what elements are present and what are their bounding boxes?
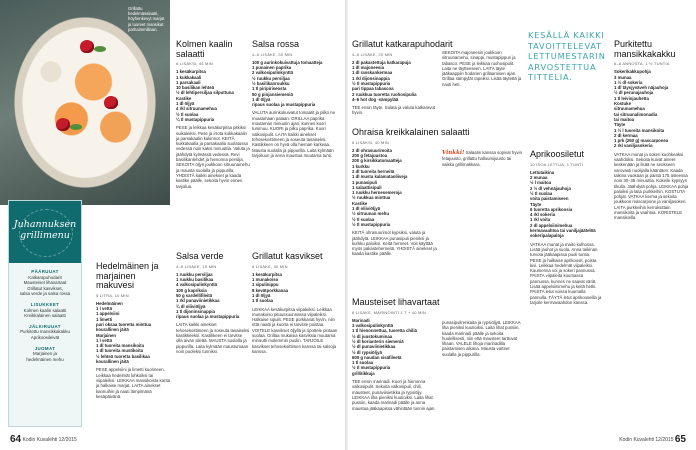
ingredient: 100 g aurinkokuivattuja tomaatteja [252,59,323,65]
ingredient-heading: Marinadi [352,317,370,323]
ingredient: 600 g naudan sisäfileetä [352,354,402,360]
ingredient-list [252,272,340,304]
ingredient: kourallinen jäitä [96,327,129,333]
page-folio-left [10,434,77,445]
recipe-title: Salsa verde [176,251,224,261]
ingredient: 1 rkl dijonsinappia [352,75,390,81]
ingredient: voita paistamiseen [530,196,569,202]
vinkki-label: Vinkki! [442,150,465,156]
ingredient: 1 dl tuoreita mustikoita [96,348,144,354]
ingredient: ½ tl mustapippuria [352,80,391,86]
ingredient: 4–6 hot dog -sämpylää [352,96,399,102]
ingredient: 2 dl tuoreita herneitä [352,168,395,174]
recipe-servings: 6 LISÄKE, 30 MIN [252,263,288,269]
ingredient-list [352,148,438,227]
ingredient: Täyte [614,122,626,128]
left-page [0,0,346,450]
ingredient: 1 ½ l tuoreita mansikoita [614,127,665,133]
ingredient: 2 ruukkua tuoretta ruohosipulia [352,91,417,97]
recipe-method: SEKOITA majoneesin joukkoon sitruunamehu, sinappi, mustapippuri ja tabasco. PESE ja leikkaa ruohosipulit. Laita ne täytteeseen. LAITA täyte jääkaappiin hodarien grillaamisen ajan. Grillaa sämpylät rapeiksi. Lisää täytettä ja nauti heti. [442,50,522,87]
ingredient: 1 dl öljyä [176,101,195,107]
ingredient: 1 tl dijoninsinappia [176,308,215,314]
ingredient: 4 rkl sokeria [530,212,556,218]
recipe-katkarapuhodarit [352,39,453,116]
recipe-method: VALUTA aurinkokuivatut tomaatit ja pilko ne muutamaan palaan. GRILLAA paprika muutaman minuutin ajan, kunnes kuori tummuu. KUORI ja pilko paprika. Kuori valkosipulit. LAITA kaikki ainekset tehosekoittimeen ja soseuta tasaiseksi. Kastikkeen on hyvä olla hieman karkeaa. Mausta suolalla ja pippurilla. Laita kylmään tarjoiluun ja anna maustua muutama tunti. [252,110,335,158]
recipe-method: VATKAA munat ja sokeri kuohkeaksi vaahdoksi. Sekoita kuivat aineet keskenään ja lisää ne seokseen varovasti nuolijalla kääntäen. Kaada taikina vuokaan ja paista 175 asteessa noin 30–35 minuuttia. Kokeile kypsyys tikulla. Jäähdytä pohja. LEIKKAA pohja paloiksi ja laita purkkeihin. KOSTUTA pohjat. VATKAA kerma ja sekoita joukkoon mascarpone ja vaniljasokeri. LAITA purkkeihin kerroksittain mansikoita ja vaahtoa. KORISTELE mansikoilla. [614,151,689,221]
ingredient: ½ tl mustapippuria [352,365,391,371]
ingredient-list [614,69,692,148]
ingredient: 1 ruukku persiljaa [176,271,213,277]
ingredient: ½ dl punaviinietikkaa [352,344,396,350]
ingredient: 1 ruukku basilikaa [176,277,214,283]
recipe-title: Hedelmäinen ja marjainen makuvesi [96,261,159,290]
folio-label: Kodin Kuvalehti 12/2015 [22,437,77,443]
ingredient: Lettutaikina [530,169,555,175]
page-number: 64 [10,434,22,445]
ingredient: tai maitoa [614,116,635,122]
ingredient: 1 rkl voita [530,217,551,223]
menu-heading: LISUKKEET [30,301,60,307]
ingredient-list [176,272,250,320]
recipe-servings: 4–6 LISÄKE, 30 MIN [252,51,293,57]
recipe-title: Salsa rossa [252,39,300,49]
ingredient: 2 dl pakastettuja katkarapuja [352,59,411,65]
ingredient: Kostuke [614,101,631,107]
ingredient: ripaus suolaa ja mustapippuria [252,102,316,108]
recipe-method: PESE ja leikkaa kesäkurpitsa pitkiksi suikaleiksi. Pese ja irrota kukkakaalin ja parsakaalin kukinnot. KEITÄ kukkakaalia ja parsakaalia suolatussa vedessä noin kaksi minuuttia. Valuta ja jäähdytä kylmässä vedessä. Revi basilikanlehdet ja hienonna persilja. SEKOITA öljyn joukkoon sitruunamehu ja mausta suolalla ja pippurilla. YHDISTÄ kaikki ainekset ja kaada kastike päälle, sekoita hyvin ennen tarjoilua. [176,125,250,189]
ingredient: 2 dl appelsiinimehua [530,222,573,228]
folio-label: Kodin Kuvalehti 12/2015 [619,437,674,443]
ingredient: 1 kukkakaali [176,74,202,80]
ingredient: 1 prk (250 g) mascarponea [614,138,669,144]
recipe-servings: 6 LISÄKSI, 40 MIN [352,139,389,145]
menu-heading: JUOMAT [34,345,56,351]
ingredient: 2 rkl vaniljasokeria [614,143,653,149]
ingredient: 6 tuoretta aprikoosia [530,206,573,212]
ingredient-list [530,170,602,239]
ingredient: ½ ruukkua minttua [352,195,391,201]
ingredient: 1 l vettä [96,337,113,343]
ingredient: 2 dl kermaa [614,132,638,138]
recipe-method: VATKAA munat ja maito kulhossa. Lisää jauhot ja suola. Anna taikinan turvota jääkaapissa puoli tuntia. PESE ja halkaise aprikoosit, poista kivi. Leikkaa hedelmät viipaleiksi. Kuumenna voi ja sokeri pannussa. PAISTA viipaleita kuumassa pannussa, kunnes ne saavat väriä. Lisää appelsiinimehu ja keitä hetki. PAISTA letut voissa kuumalla pannulla. TÄYTÄ letut aprikooseilla ja tarjoile kermavaahdon kanssa. [530,241,602,305]
recipe-servings: 6 LISÄKSI, 45 MIN [176,61,213,66]
ingredient: 1 tl leivinjauhetta [614,95,649,101]
ingredient: 1 sipulinippu [252,282,279,288]
recipe-kolmen-kaalin [176,40,250,189]
ingredient: 100 g kapriksia [176,287,207,293]
ingredient: 1 tl piripiriseosta [252,86,287,92]
ingredient: ½ tl suolaa [352,216,375,222]
ingredient: 1 rkl punaviinietikkaa [176,298,220,304]
ingredient: 1 kesäkurpitsa [252,271,282,277]
recipe-method: punasipulirenkaita ja rypsiöljyä. LEIKKAA liha pieniksi kuutioiksi. Laita lihat pussiin, kaada marinadi päälle ja sekoita huolellisesti, niin että mausteet tarttuvat lihaan. VALELE lihoja marinadilla paistamisen aikana. Mausta varteet suolalla ja pippurilla. [442,320,521,357]
sticker-title-line: grillimenu [20,230,70,241]
ingredient: 1 limetti [96,316,113,322]
ingredient: ½ tl suolaa [530,190,553,196]
recipe-title: Purkitettu mansikkakakku [614,39,676,59]
ingredient: pari tippaa tabascoa [352,86,394,92]
ingredient: ½ dl lehtipersiljaa silputtuna [176,90,234,96]
menu-item: Mausteiset lihavartaat [23,280,67,286]
recipe-lihavartaat-continued [442,320,522,357]
strawberry-icon [56,118,70,131]
ingredient-heading: Hedelmäinen [96,300,123,306]
ingredient: 1 dl öljyä [252,96,271,102]
menu-item: Marjainen ja [33,351,57,357]
recipe-katkarapu-continued [442,50,522,87]
ingredient: 4 rkl sitruunamehua [176,106,217,112]
ingredient: 1 appelsiini [96,311,120,317]
ingredient: ½ lehteä tuoretta basilikaa [96,353,150,359]
ingredient: 1 punasipuli [352,179,378,185]
ingredient: 10 basilikan lehteä [176,85,214,91]
menu-item: Katkarapuhodarit [28,274,62,280]
recipe-grillatut-kasvikset [252,252,340,354]
strawberry-icon [80,40,94,53]
recipe-method: KEITÄ ohrasuurimot kypsiksi, valuta ja jäähdytä. LEIKKAA punasipuli pieniksi ja kurkku paloiksi. Keitä herneet. Voit käyttää myös pakasteherneitä. YHDISTÄ ainekset ja kaada kastike päälle. [352,230,437,257]
recipe-kreikkalainen-continued [442,150,522,167]
recipe-title: Aprikoosiletut [530,149,585,159]
recipe-salsa-verde [176,252,250,354]
ingredient: tai sitruunalimonadia [614,111,658,117]
ingredient: 1 kurkku [352,163,370,169]
menu-item: salsa verde ja salsa rossa [19,291,71,297]
recipe-method: PESE appelsiini ja limetti kuorineen. Leikkaa hedelmät lohkoiksi tai viipaleiksi. LEIKKAA mansikoista kanta ja halkaise marjat. LAITA ainekset kannuihin ja nauti lämpimänä kesäpäivänä. [96,367,171,399]
ingredient: 1 ½ dl sokeria [614,79,643,85]
ingredient: 1 tl hienonnettua, tuoretta chiliä [352,328,417,334]
ingredient: Täyte [530,201,542,207]
ingredient: 2 valkosipulinkynttä [252,70,294,76]
recipe-title: Grillatut kasvikset [252,251,323,261]
ingredient: pari oksaa tuoretta minttua [96,321,152,327]
ingredient: 1 parsakaali [176,79,201,85]
sticker-title-line: Juhannuksen [13,219,77,230]
menu-heading: JÄLKIRUUAT [29,323,61,329]
recipe-title: Kolmen kaalin salaatti [176,39,233,59]
ingredient: ripaus suolaa ja mustapippuria [176,314,240,320]
menu-list [13,269,77,362]
menu-item: Kolmen kaalin salaatti [23,307,67,313]
recipe-mansikkakakku [614,40,692,221]
recipe-makuvesi [96,262,172,399]
ingredient-heading: Marjainen [96,332,117,338]
menu-heading: PÄÄRUUAT [31,269,59,274]
ingredient: 1 dl oliiviöljyä [352,206,381,212]
recipe-title: Grillatut katkarapuhodarit [352,39,453,49]
ingredient-list [176,69,250,122]
feature-quote: KESÄLLÄ KAIKKI TAVOITTELEVAT LETTUMESTARIN ARVOSTETTUA TITTELIA. [528,30,606,82]
ingredient: grillitikkuja [352,370,375,376]
ingredient: ½ ruukku persiljaa [252,75,290,81]
ingredient: Kastike [176,95,192,101]
ingredient: 2 dl ohrasuurimoita [352,147,392,153]
page-number: 65 [674,434,686,445]
ingredient: 1 l vettä [96,306,113,312]
ingredient: 1 tl suolaa [352,360,374,366]
photo-caption: Grillattu hedelmäsalaatti, höyhenkevyt marjat ja tuoreet mansikat parhaimmillaan. [128,6,165,32]
ingredient: kourallinen jäitä [96,359,129,365]
recipe-servings: 6 LISÄKE, MARINOINTI 1 T + 40 MIN [352,309,426,315]
ingredient: 1 salaattisipuli [352,184,382,190]
ingredient: ½ sitruunan mehu [352,211,390,217]
recipe-servings: 4–6 LISÄKE, 20 MIN [352,51,393,57]
ingredient: sitruunamehua [614,106,645,112]
recipe-servings: 10 ISOA LETTUA, 1 TUNTI [530,161,584,167]
recipe-method: TEE ensin marinadi. Kuori ja hienonna valkosipulit. Sekoita valkosipuli, chili, mausteet, punaviinietikka ja rypsiöljy. LEIKKAA liha pieniksi kuutioiksi. Laita lihat pussiin, kaada marinadi päälle ja anna maustua jääkaapissa vähintään tunnin ajan. [352,379,436,411]
ingredient: 1 dl täysjyväveh näjauhoja [614,85,669,91]
vinkki-text: Salaatin kanssa sopivat hyvin fetajuusto, grillattu halloumijuusto tai vaikka grillimakkara. [442,150,522,167]
sticker-header [9,201,81,263]
ingredient: ½ dl rypsiöljyä [352,349,382,355]
ingredient: 4 valkosipulinkynttä [176,282,218,288]
menu-item: Aprikoosileivät [30,334,60,340]
ingredient: ½ dl perunajauhoja [614,90,654,96]
recipe-servings: 4–6 LISÄKE, 15 MIN [176,263,217,269]
ingredient: Sokerikakkupohja [614,69,651,75]
mint-leaf-icon [70,124,82,130]
vinkki-box [442,150,522,167]
menu-item: Kreikkalainen salaatti [24,313,66,319]
ingredient: ½ tl suolaa [176,111,199,117]
ingredient-list [252,60,340,108]
ingredient: 50 g pinjansiemeniä [252,91,293,97]
ingredient: ¾ dl oliiviöljyä [176,303,206,309]
ingredient: sokeripalapaloja [530,233,564,239]
ingredient: Kastike [352,200,368,206]
menu-item: Grillatut kasvikset, [27,285,63,291]
ingredient: ½ l maitoa [530,180,552,186]
ingredient: 1 punainen paprika [252,65,292,71]
ingredient: 1 tl suolaa [252,298,274,304]
ingredient: 3 valkosipulinkynttä [352,323,394,329]
recipe-title: Mausteiset lihavartaat [352,297,440,307]
ingredient: ½ tl mustapippuria [352,221,391,227]
ingredient: 1 ruukku hernesemeroja [352,190,402,196]
ingredient-list [352,318,438,376]
recipe-title: Ohraisa kreikkalainen salaatti [352,127,470,137]
recipe-servings: 5 LITRA, 10 MIN [96,292,129,298]
menu-item: hedelmäinen mehu [26,356,64,362]
ingredient: 8 kevätporkkanaa [252,287,289,293]
ingredient: ¼ tl mustapippuria [176,116,215,122]
recipe-method: LEIKKAA kesäkurpitsa viipaleiksi. Leikkaa munakoiso pituussuunnassa viipaleiksi. Halkaise sipulit. PESE porkkanat hyvin, niin että naatti ja kuorta ei tarvitse poistaa. VOITELE kasvikset öljyllä ja ripottele pintaan suolaa. Grillaa mukaisia kasviksia muutama minuutti molemmin puolin. TARJOILE kasvikset tehosekoittimen kanssa tai salsoja kanssa. [252,306,338,354]
recipe-servings: 6–8 ANNOSTA, 1 ½ TUNTIA [614,61,670,66]
ingredient: 1 dl musta kalamataoliiveja [352,174,408,180]
ingredient: 1 kesäkurpitsa [176,69,206,75]
ingredient-list [352,60,438,102]
page-folio-right [619,434,686,445]
food-photo [0,0,170,205]
ingredient: 2 munaa [530,175,548,181]
ingredient: 3 munaa [614,74,632,80]
menu-item: Purkitettu mansikkakakku [20,329,70,335]
recipe-lihavartaat [352,298,438,411]
ingredient: 1 dl majoneesia [352,65,385,71]
menu-sticker [8,200,82,427]
ingredient: ½ basilikanruukku [252,80,290,86]
ingredient: 200 g kirsikkatomaatteja [352,158,402,164]
recipe-aprikoosiletut [530,150,602,305]
ingredient: 1 munakoiso [252,277,279,283]
sticker-title [13,219,77,241]
ingredient: 1 dl ranskankermaa [352,70,393,76]
ingredient: 1 dl öljyä [252,292,271,298]
ingredient: ½ dl korianterin siemeniä [352,338,404,344]
ingredient: 200 g fetajuustoa [352,153,388,159]
recipe-method: TEE ensin täyte. Sulata ja valuta katkaravut hyvin. [352,105,436,116]
ingredient: 2 ½ dl vehnäjauhoja [530,185,571,191]
mint-leaf-icon [94,46,106,52]
ingredient: 1 dl tuoreita mansikoita [96,343,144,349]
ingredient: ½ dl juustokuminaa [352,333,393,339]
ingredient: kermavaahtoa tai vaniljajäätelöä [530,228,596,234]
recipe-method: LAITA kaikki ainekset tehosekoittimeen ja soseuta tasaiseksi kastikkeeksi. Kastikkeen ei tarvitse olla aivan sileää. MAUSTA suolalla ja pippurilla. Laita kylmään maustumaan noin puoleksi tunniksi. [176,322,250,354]
recipe-salsa-rossa [252,40,340,158]
strawberry-icon [104,96,118,109]
ingredient: 50 g sardellifileitä [176,292,213,298]
ingredient-list [96,301,172,365]
